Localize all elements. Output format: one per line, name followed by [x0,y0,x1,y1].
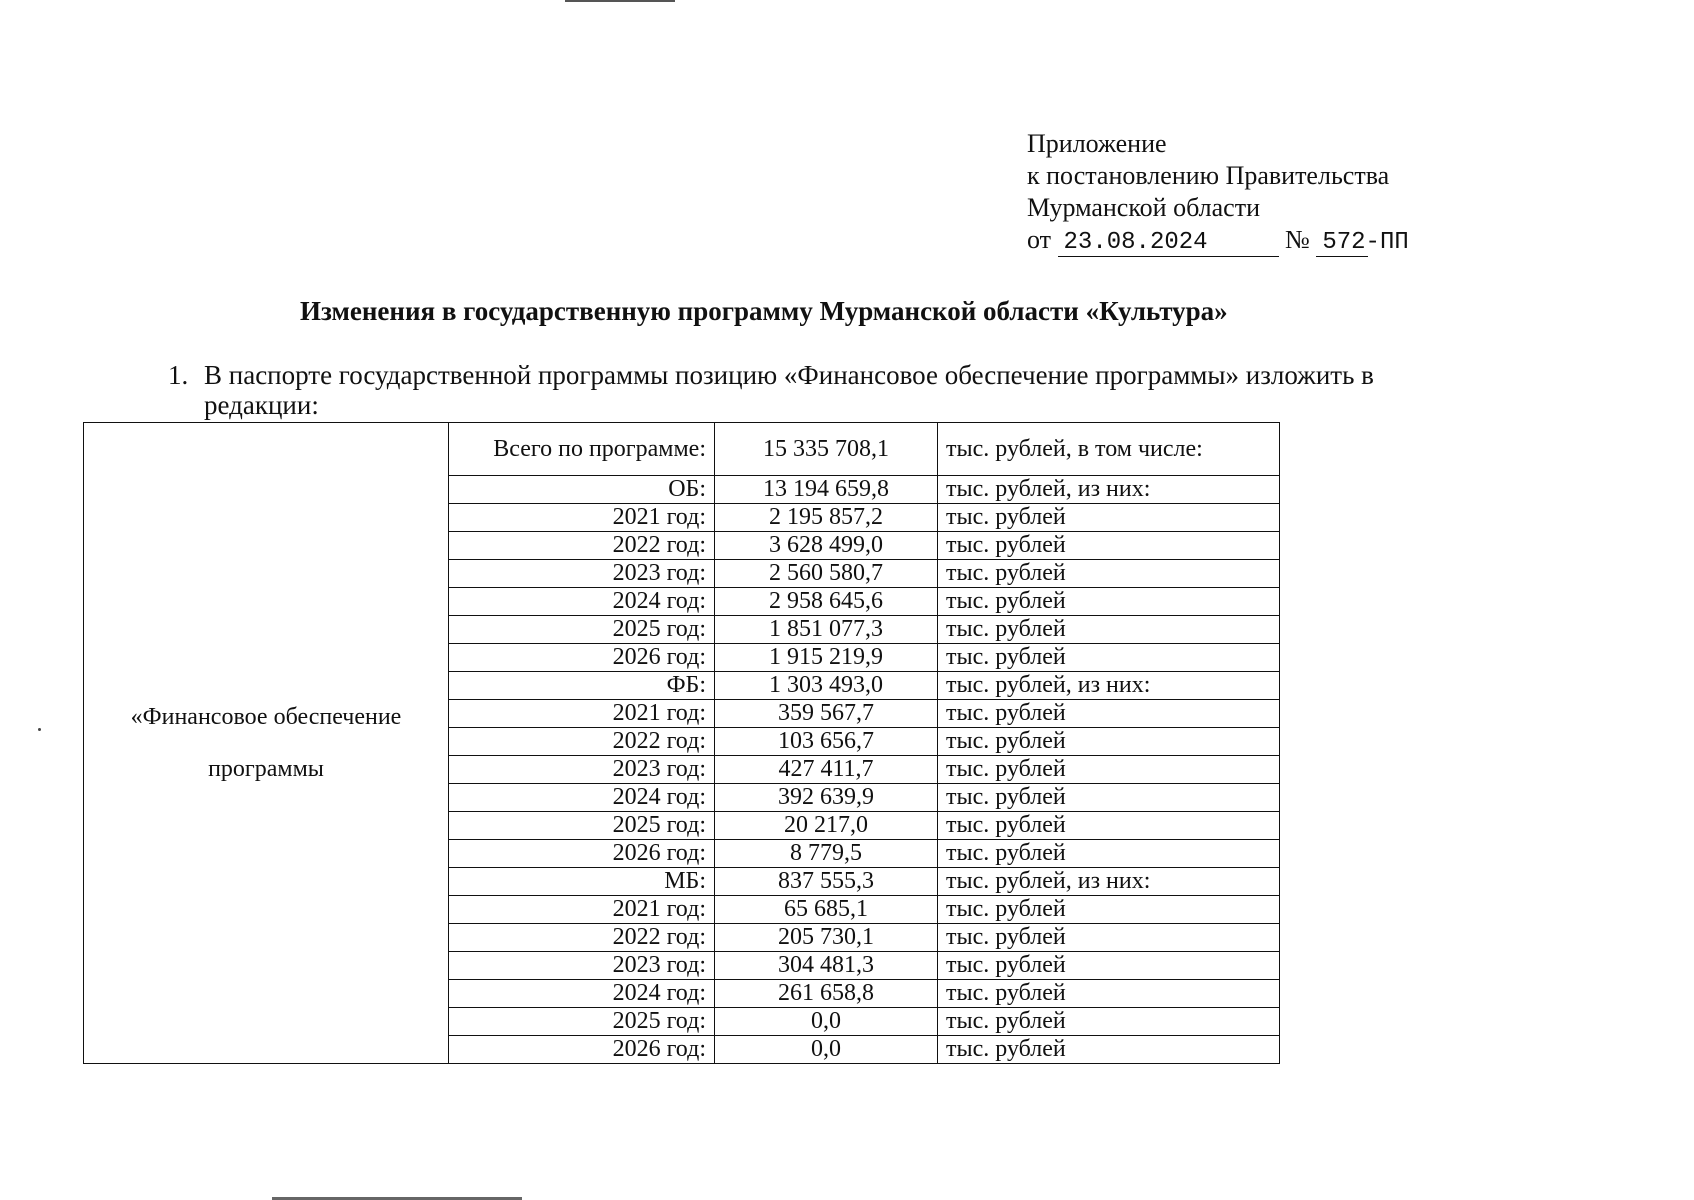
row-label: 2026 год: [449,840,715,868]
row-label: 2023 год: [449,560,715,588]
row-label: 2024 год: [449,980,715,1008]
row-value: 0,0 [715,1008,938,1036]
row-value: 261 658,8 [715,980,938,1008]
row-unit: тыс. рублей, из них: [938,868,1280,896]
row-value: 392 639,9 [715,784,938,812]
row-value: 65 685,1 [715,896,938,924]
resolution-date: 23.08.2024 [1058,230,1279,257]
total-row [84,423,1280,476]
appendix-date-line [1027,224,1409,257]
row-label: 2023 год: [449,952,715,980]
scan-speck [38,728,41,731]
row-unit: тыс. рублей [938,784,1280,812]
appendix-line-3: Мурманской области [1027,193,1260,222]
row-label: 2022 год: [449,924,715,952]
row-label: 2021 год: [449,700,715,728]
clause-1 [168,360,1458,420]
row-unit: тыс. рублей [938,896,1280,924]
resolution-number: 572-ПП [1316,230,1368,257]
row-unit: тыс. рублей, в том числе: [938,423,1280,476]
clause-number: 1. [168,360,189,390]
row-unit: тыс. рублей [938,616,1280,644]
row-label: 2022 год: [449,728,715,756]
row-unit: тыс. рублей [938,588,1280,616]
row-value: 304 481,3 [715,952,938,980]
row-value: 2 560 580,7 [715,560,938,588]
row-value: 1 915 219,9 [715,644,938,672]
row-label: 2026 год: [449,644,715,672]
row-unit: тыс. рублей, из них: [938,672,1280,700]
row-label: 2025 год: [449,616,715,644]
finance-table [83,422,1280,1064]
appendix-header [1027,128,1409,257]
row-unit: тыс. рублей [938,812,1280,840]
row-unit: тыс. рублей [938,924,1280,952]
row-unit: тыс. рублей [938,840,1280,868]
row-unit: тыс. рублей [938,560,1280,588]
row-value: 103 656,7 [715,728,938,756]
date-prefix: от [1027,225,1052,254]
row-unit: тыс. рублей [938,980,1280,1008]
appendix-line-1: Приложение [1027,129,1167,158]
row-unit: тыс. рублей [938,644,1280,672]
row-value: 15 335 708,1 [715,423,938,476]
row-value: 1 851 077,3 [715,616,938,644]
appendix-line-2: к постановлению Правительства [1027,161,1390,190]
row-value: 3 628 499,0 [715,532,938,560]
row-label: МБ: [449,868,715,896]
row-value: 1 303 493,0 [715,672,938,700]
row-value: 0,0 [715,1036,938,1064]
row-label: 2024 год: [449,588,715,616]
document-title: Изменения в государственную программу Мурманской области «Культура» [300,296,1228,326]
row-unit: тыс. рублей [938,504,1280,532]
row-unit: тыс. рублей [938,1008,1280,1036]
top-edge-rule [565,0,675,2]
row-value: 20 217,0 [715,812,938,840]
row-value: 359 567,7 [715,700,938,728]
row-value: 13 194 659,8 [715,476,938,504]
row-value: 2 958 645,6 [715,588,938,616]
row-label: 2025 год: [449,812,715,840]
row-unit: тыс. рублей, из них: [938,476,1280,504]
number-prefix: № [1285,225,1310,254]
row-label: ФБ: [449,672,715,700]
finance-table-body [84,423,1280,1064]
row-value: 2 195 857,2 [715,504,938,532]
position-label: «Финансовое обеспечение программы [84,423,449,1064]
row-unit: тыс. рублей [938,532,1280,560]
clause-text: В паспорте государственной программы позицию «Финансовое обеспечение программы» изложить в редакции: [204,360,1374,420]
row-label: 2025 год: [449,1008,715,1036]
row-label: 2021 год: [449,504,715,532]
row-label: Всего по программе: [449,423,715,476]
row-label: 2026 год: [449,1036,715,1064]
row-value: 427 411,7 [715,756,938,784]
row-value: 837 555,3 [715,868,938,896]
row-unit: тыс. рублей [938,1036,1280,1064]
row-label: ОБ: [449,476,715,504]
row-value: 205 730,1 [715,924,938,952]
row-unit: тыс. рублей [938,756,1280,784]
row-unit: тыс. рублей [938,728,1280,756]
row-value: 8 779,5 [715,840,938,868]
row-label: 2021 год: [449,896,715,924]
row-label: 2023 год: [449,756,715,784]
row-label: 2022 год: [449,532,715,560]
row-label: 2024 год: [449,784,715,812]
row-unit: тыс. рублей [938,700,1280,728]
row-unit: тыс. рублей [938,952,1280,980]
